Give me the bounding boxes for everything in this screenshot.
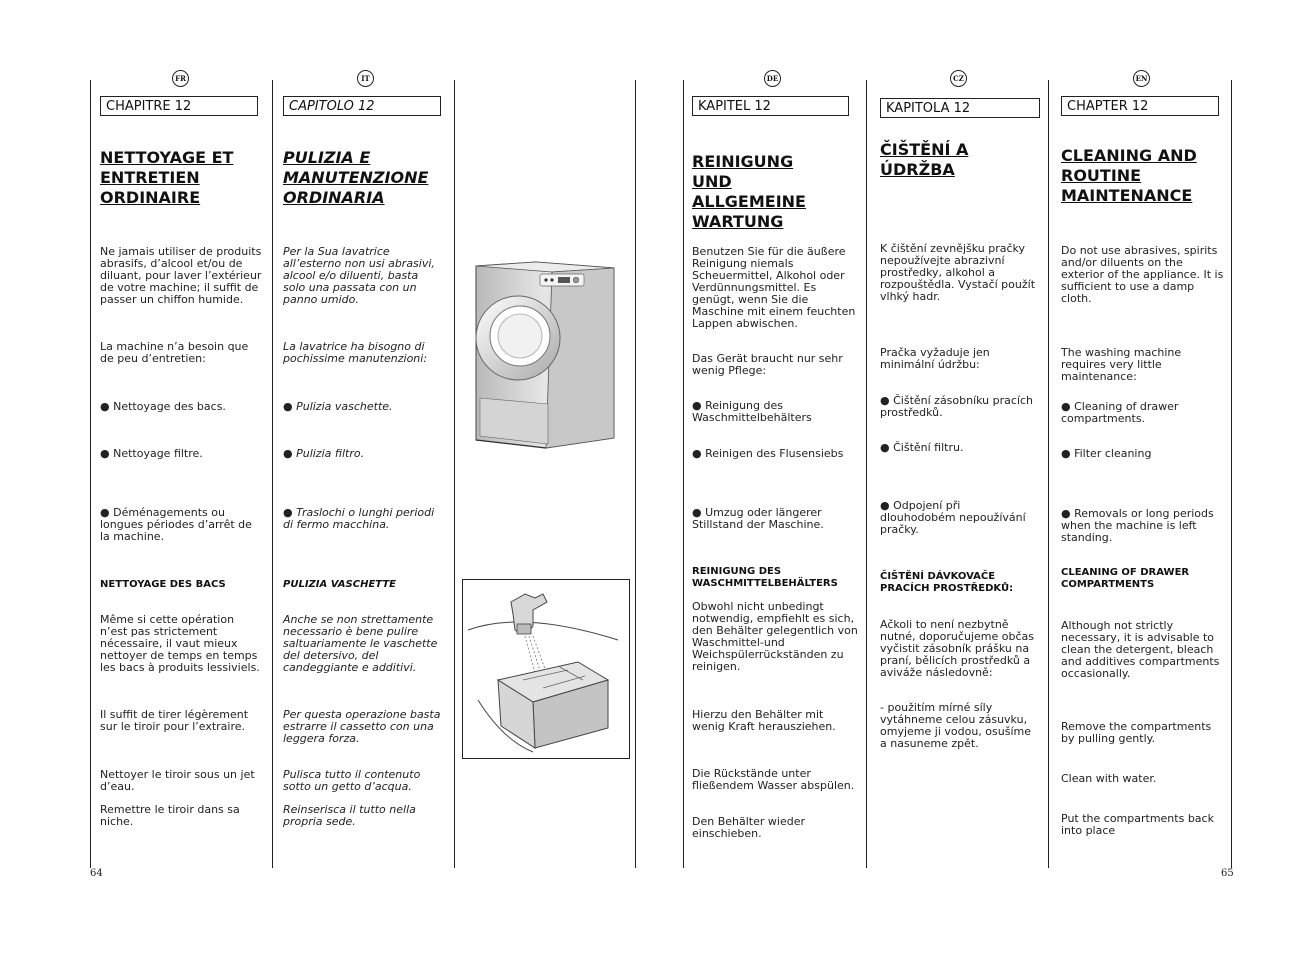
bullet-3: ● Déménagements ou longues périodes d’arrêt de la machine. bbox=[100, 506, 252, 543]
paragraph-6: Reinserisca il tutto nella propria sede. bbox=[283, 803, 416, 828]
paragraph-5: Die Rückstände unter fließendem Wasser abspülen. bbox=[692, 767, 855, 792]
column-rule-5 bbox=[683, 80, 684, 868]
bullet-3: ● Odpojení při dlouhodobém nepoužívání pračky. bbox=[880, 499, 1026, 536]
paragraph-2: Pračka vyžaduje jen minimální údržbu: bbox=[880, 346, 990, 371]
paragraph-5: Pulisca tutto il contenuto sotto un getto d’acqua. bbox=[283, 768, 421, 793]
language-badge-it: IT bbox=[357, 70, 374, 87]
column-rule-8 bbox=[1231, 80, 1232, 868]
paragraph-2: La lavatrice ha bisogno di pochissime manutenzioni: bbox=[283, 340, 428, 365]
paragraph-6: Remettre le tiroir dans sa niche. bbox=[100, 803, 240, 828]
paragraph-4: Per questa operazione basta estrarre il cassetto con una leggera forza. bbox=[283, 708, 441, 745]
paragraph-4: Hierzu den Behälter mit wenig Kraft herausziehen. bbox=[692, 708, 836, 733]
paragraph-1: Ne jamais utiliser de produits abrasifs, d’alcool et/ou de diluant, pour laver l’extérieur de votre machine; il suffit de passer un chiffon humide. bbox=[100, 245, 262, 306]
paragraph-4: Remove the compartments by pulling gently. bbox=[1061, 720, 1212, 745]
bullet-2: ● Reinigen des Flusensiebs bbox=[692, 447, 844, 460]
paragraph-3: Ačkoli to není nezbytně nutné, doporučujeme občas vyčistit zásobník prášku na praní, bělicích prostředků a aviváže následovně: bbox=[880, 618, 1034, 679]
subheading: PULIZIA VASCHETTE bbox=[283, 579, 396, 590]
chapter-label: CHAPTER 12 bbox=[1061, 96, 1219, 116]
paragraph-4: Il suffit de tirer légèrement sur le tiroir pour l’extraire. bbox=[100, 708, 249, 733]
paragraph-3: Obwohl nicht unbedingt notwendig, empfiehlt es sich, den Behälter gelegentlich von Waschmittel-und Weichspülerrückständen zu reinigen. bbox=[692, 600, 858, 673]
page-number-right: 65 bbox=[1221, 868, 1234, 879]
bullet-3: ● Umzug oder längerer Stillstand der Maschine. bbox=[692, 506, 824, 531]
bullet-3: ● Traslochi o lunghi periodi di fermo macchina. bbox=[283, 506, 435, 531]
paragraph-3: Anche se non strettamente necessario è bene pulire saltuariamente le vaschette del detersivo, del candeggiante e additivi. bbox=[283, 613, 438, 674]
subheading: CLEANING OF DRAWER COMPARTMENTS bbox=[1061, 567, 1190, 590]
paragraph-6: Put the compartments back into place bbox=[1061, 812, 1214, 837]
paragraph-1: Do not use abrasives, spirits and/or diluents on the exterior of the appliance. It is sufficient to use a damp cloth. bbox=[1061, 244, 1224, 305]
subheading: NETTOYAGE DES BACS bbox=[100, 579, 226, 590]
paragraph-3: Although not strictly necessary, it is advisable to clean the detergent, bleach and additives compartments occasionally. bbox=[1061, 619, 1220, 680]
paragraph-5: Clean with water. bbox=[1061, 772, 1157, 785]
chapter-label: CAPITOLO 12 bbox=[283, 96, 441, 116]
paragraph-2: La machine n’a besoin que de peu d’entretien: bbox=[100, 340, 249, 365]
section-title: ČIŠTĚNÍ A ÚDRŽBA bbox=[880, 140, 969, 179]
paragraph-1: Per la Sua lavatrice all’esterno non usi abrasivi, alcool e/o diluenti, basta solo una passata con un panno umido. bbox=[283, 245, 435, 306]
chapter-label: KAPITEL 12 bbox=[692, 96, 849, 116]
paragraph-2: Das Gerät braucht nur sehr wenig Pflege: bbox=[692, 352, 843, 377]
bullet-1: ● Cleaning of drawer compartments. bbox=[1061, 400, 1179, 425]
bullet-3: ● Removals or long periods when the machine is left standing. bbox=[1061, 507, 1214, 544]
section-title: CLEANING AND ROUTINE MAINTENANCE bbox=[1061, 146, 1197, 205]
column-rule-1 bbox=[90, 80, 91, 868]
page-number-left: 64 bbox=[90, 868, 103, 879]
subheading: REINIGUNG DES WASCHMITTELBEHÄLTERS bbox=[692, 566, 838, 589]
bullet-1: ● Nettoyage des bacs. bbox=[100, 400, 226, 413]
section-title: PULIZIA E MANUTENZIONE ORDINARIA bbox=[283, 148, 429, 207]
language-badge-de: DE bbox=[764, 70, 781, 87]
chapter-label: KAPITOLA 12 bbox=[880, 98, 1040, 118]
drawer-cleaning-figure bbox=[462, 579, 630, 759]
paragraph-3: Même si cette opération n’est pas strictement nécessaire, il vaut mieux nettoyer de temps en temps les bacs à produits lessiviels. bbox=[100, 613, 260, 674]
bullet-2: ● Filter cleaning bbox=[1061, 447, 1152, 460]
paragraph-6: Den Behälter wieder einschieben. bbox=[692, 815, 805, 840]
language-badge-en: EN bbox=[1133, 70, 1150, 87]
washing-machine-illustration bbox=[466, 258, 624, 454]
section-title: REINIGUNG UND ALLGEMEINE WARTUNG bbox=[692, 152, 806, 231]
paragraph-2: The washing machine requires very little maintenance: bbox=[1061, 346, 1182, 383]
chapter-label: CHAPITRE 12 bbox=[100, 96, 258, 116]
language-badge-cz: CZ bbox=[950, 70, 967, 87]
bullet-2: ● Nettoyage filtre. bbox=[100, 447, 203, 460]
drawer-under-tap-illustration bbox=[463, 580, 628, 757]
column-rule-7 bbox=[1048, 80, 1049, 868]
subheading: ČIŠTĚNÍ DÁVKOVAČE PRACÍCH PROSTŘEDKŮ: bbox=[880, 571, 1014, 594]
column-rule-3 bbox=[454, 80, 455, 868]
language-badge-fr: FR bbox=[172, 70, 189, 87]
paragraph-1: Benutzen Sie für die äußere Reinigung niemals Scheuermittel, Alkohol oder Verdünnungsmittel. Es genügt, wenn Sie die Maschine mit einem feuchten Lappen abwischen. bbox=[692, 245, 856, 330]
column-rule-4 bbox=[635, 80, 636, 868]
paragraph-1: K čištění zevnějšku pračky nepoužívejte abrazivní prostředky, alkohol a rozpouštědla. Vystačí použít vlhký hadr. bbox=[880, 242, 1036, 303]
column-rule-6 bbox=[866, 80, 867, 868]
bullet-1: ● Reinigung des Waschmittelbehälters bbox=[692, 399, 812, 424]
bullet-1: ● Čištění zásobníku pracích prostředků. bbox=[880, 394, 1034, 419]
paragraph-5: Nettoyer le tiroir sous un jet d’eau. bbox=[100, 768, 255, 793]
column-rule-2 bbox=[272, 80, 273, 868]
bullet-2: ● Čištění filtru. bbox=[880, 441, 964, 454]
bullet-2: ● Pulizia filtro. bbox=[283, 447, 365, 460]
bullet-1: ● Pulizia vaschette. bbox=[283, 400, 393, 413]
paragraph-4: - použitím mírné síly vytáhneme celou zásuvku, omyjeme ji vodou, osušíme a nasuneme zpět. bbox=[880, 701, 1031, 750]
section-title: NETTOYAGE ET ENTRETIEN ORDINAIRE bbox=[100, 148, 234, 207]
